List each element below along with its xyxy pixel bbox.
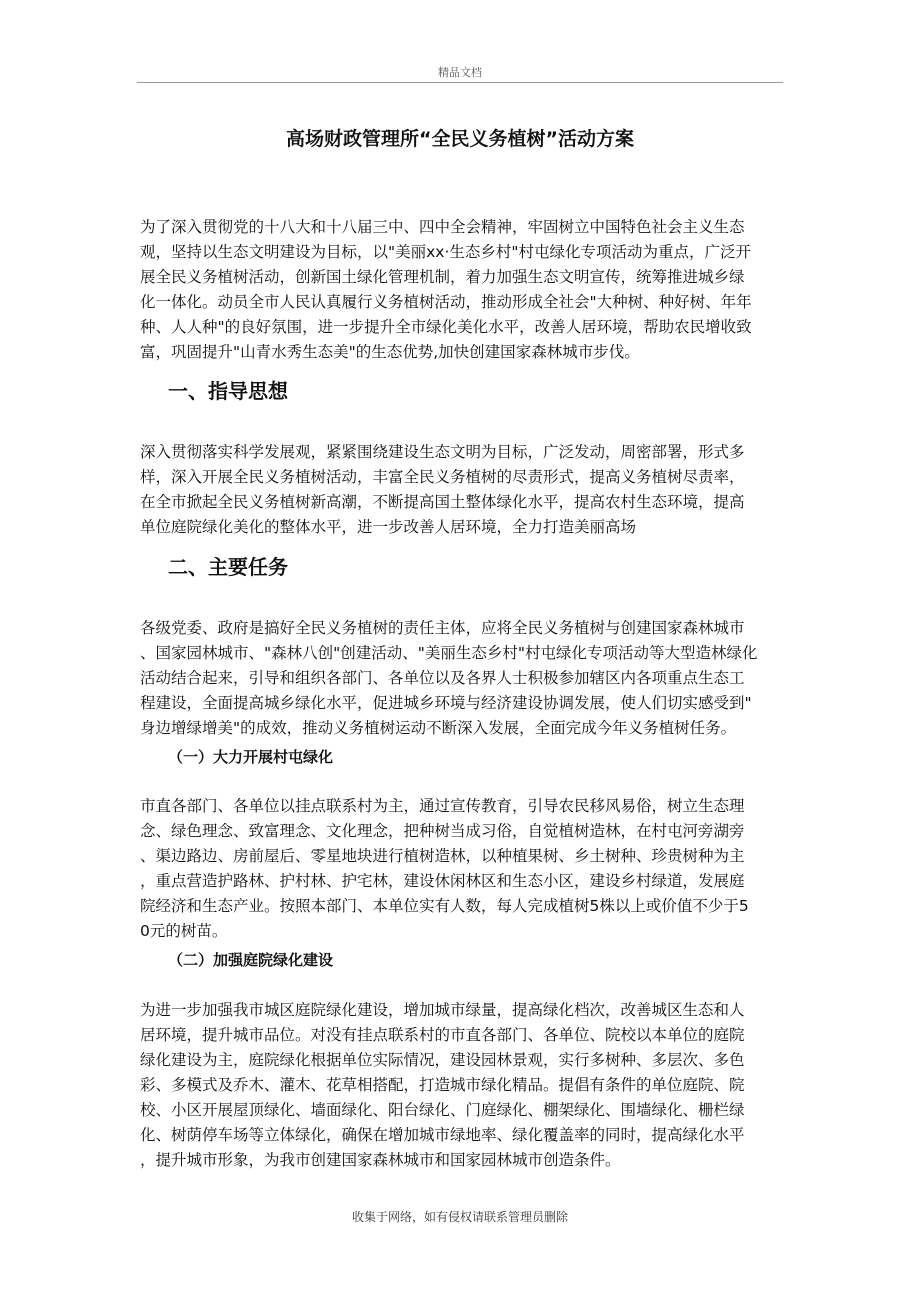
text-line: 身边增绿增美"的成效，推动义务植树运动不断深入发展，全面完成今年义务植树任务。 — [140, 719, 737, 737]
text-line: 绿化建设为主，庭院绿化根据单位实际情况，建设园林景观，实行多树种、多层次、多色 — [140, 1051, 745, 1069]
text-line: 富，巩固提升"山青水秀生态美"的生态优势,加快创建国家森林城市步伐。 — [140, 343, 640, 361]
text-line: 样，深入开展全民义务植树活动，丰富全民义务植树的尽责形式，提高义务植树尽责率， — [140, 468, 745, 486]
text-line: 、国家园林城市、"森林八创"创建活动、"美丽生态乡村"村屯绿化专项活动等大型造林绿化 — [140, 644, 758, 662]
text-line: 、渠边路边、房前屋后、零星地块进行植树造林，以种植果树、乡土树种、珍贵树种为主 — [140, 847, 745, 865]
intro-paragraph — [140, 215, 790, 365]
guiding-paragraph — [140, 440, 790, 540]
courtyard-paragraph — [140, 998, 790, 1173]
subheading-courtyard: （二）加强庭院绿化建设 — [168, 951, 334, 969]
text-line: 各级党委、政府是搞好全民义务植树的责任主体，应将全民义务植树与创建国家森林城市 — [140, 619, 745, 637]
text-line: 校、小区开展屋顶绿化、墙面绿化、阳台绿化、门庭绿化、棚架绿化、围墙绿化、栅栏绿 — [140, 1101, 745, 1119]
text-line: 单位庭院绿化美化的整体水平，进一步改善人居环境，全力打造美丽高场 — [140, 518, 637, 536]
subheading-village: （一）大力开展村屯绿化 — [168, 748, 334, 766]
text-line: 在全市掀起全民义务植树新高潮，不断提高国土整体绿化水平，提高农村生态环境，提高 — [140, 493, 745, 511]
text-line: ，提升城市形象，为我市创建国家森林城市和国家园林城市创造条件。 — [140, 1151, 621, 1169]
village-paragraph — [140, 794, 790, 944]
page-footer: 收集于网络，如有侵权请联系管理员删除 — [351, 1210, 568, 1224]
header-divider — [137, 82, 783, 83]
tasks-paragraph — [140, 616, 790, 741]
text-line: 居环境，提升城市品位。对没有挂点联系村的市直各部门、各单位、院校以本单位的庭院 — [140, 1026, 745, 1044]
section-heading-guiding: 一、指导思想 — [168, 379, 288, 403]
section-heading-tasks: 二、主要任务 — [168, 555, 288, 579]
text-line: 为了深入贯彻党的十八大和十八届三中、四中全会精神，牢固树立中国特色社会主义生态 — [140, 218, 745, 236]
text-line: 为进一步加强我市城区庭院绿化建设，增加城市绿量，提高绿化档次，改善城区生态和人 — [140, 1001, 745, 1019]
text-line: 展全民义务植树活动，创新国土绿化管理机制，着力加强生态文明宣传，统筹推进城乡绿 — [140, 268, 745, 286]
document-title: 高场财政管理所“全民义务植树”活动方案 — [286, 128, 634, 150]
text-line: 0元的树苗。 — [140, 922, 228, 940]
text-line: ，重点营造护路林、护村林、护宅林，建设休闲林区和生态小区，建设乡村绿道，发展庭 — [140, 872, 745, 890]
text-line: 念、绿色理念、致富理念、文化理念，把种树当成习俗，自觉植树造林，在村屯河旁湖旁 — [140, 822, 745, 840]
text-line: 彩、多模式及乔木、灌木、花草相搭配，打造城市绿化精品。提倡有条件的单位庭院、院 — [140, 1076, 745, 1094]
text-line: 化一体化。动员全市人民认真履行义务植树活动，推动形成全社会"大种树、种好树、年年 — [140, 293, 752, 311]
text-line: 活动结合起来，引导和组织各部门、各单位以及各界人士积极参加辖区内各项重点生态工 — [140, 669, 745, 687]
text-line: 程建设，全面提高城乡绿化水平，促进城乡环境与经济建设协调发展，使人们切实感受到" — [140, 694, 752, 712]
text-line: 市直各部门、各单位以挂点联系村为主，通过宣传教育，引导农民移风易俗，树立生态理 — [140, 797, 745, 815]
text-line: 观，坚持以生态文明建设为目标，以"美丽xx·生态乡村"村屯绿化专项活动为重点，广泛开 — [140, 243, 752, 261]
text-line: 院经济和生态产业。按照本部门、本单位实有人数，每人完成植树5株以上或价值不少于5 — [140, 897, 749, 915]
text-line: 化、树荫停车场等立体绿化，确保在增加城市绿地率、绿化覆盖率的同时，提高绿化水平 — [140, 1126, 745, 1144]
text-line: 深入贯彻落实科学发展观，紧紧围绕建设生态文明为目标，广泛发动，周密部署，形式多 — [140, 443, 745, 461]
text-line: 种、人人种"的良好氛围，进一步提升全市绿化美化水平，改善人居环境，帮助农民增收致 — [140, 318, 752, 336]
page-header: 精品文档 — [438, 66, 482, 79]
